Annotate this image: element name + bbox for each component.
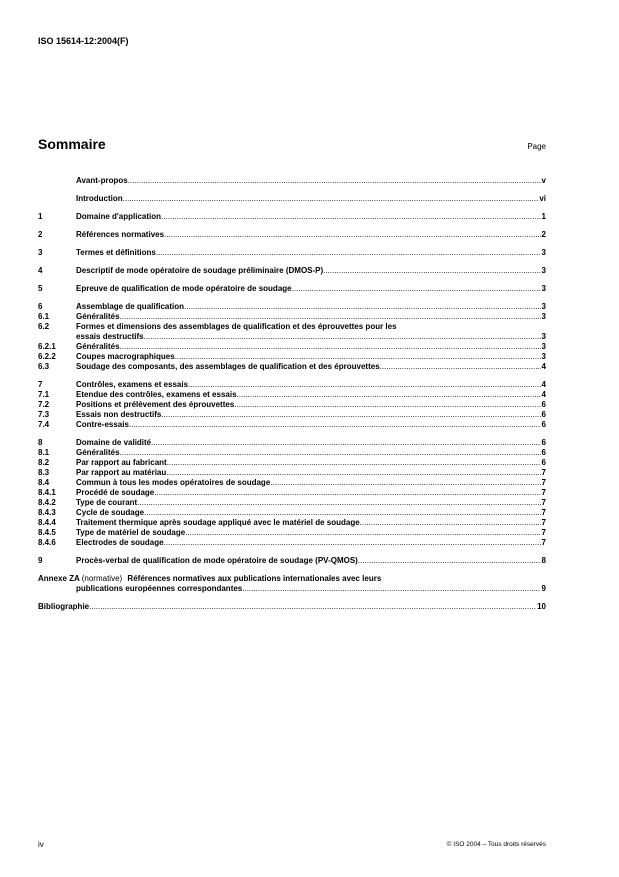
toc-entry[interactable] bbox=[38, 248, 546, 258]
toc-leader-dots bbox=[120, 312, 541, 322]
toc-entry-annex[interactable] bbox=[38, 574, 546, 594]
toc-entry-page: 3 bbox=[541, 332, 546, 341]
toc-entry-number: 8.4 bbox=[38, 478, 50, 487]
toc-entry[interactable] bbox=[38, 312, 546, 322]
toc-entry-page: 3 bbox=[541, 342, 546, 351]
toc-entry[interactable] bbox=[38, 468, 546, 478]
toc-entry-page: 8 bbox=[541, 556, 546, 565]
toc-entry-page: 7 bbox=[541, 488, 546, 497]
toc-entry-text[interactable]: Par rapport au fabricant bbox=[76, 458, 167, 467]
toc-leader-dots bbox=[120, 448, 541, 458]
toc-entry-page: 6 bbox=[541, 400, 546, 409]
toc-leader-dots bbox=[129, 420, 541, 430]
toc-entry-page: 3 bbox=[541, 248, 546, 257]
toc-entry[interactable] bbox=[38, 322, 546, 342]
toc-entry-text[interactable]: Avant-propos bbox=[76, 176, 128, 185]
toc-entry-number: 5 bbox=[38, 284, 43, 293]
toc-entry-number: 7.2 bbox=[38, 400, 50, 409]
bibliography-text[interactable]: Bibliographie bbox=[38, 602, 90, 611]
toc-entry-number: 8.4.4 bbox=[38, 518, 56, 527]
toc-leader-dots bbox=[188, 380, 540, 390]
toc-entry-body bbox=[76, 248, 546, 258]
toc-entry-body bbox=[76, 498, 546, 508]
toc-entry-text[interactable]: Généralités bbox=[76, 312, 120, 321]
toc-entry[interactable] bbox=[38, 518, 546, 528]
toc-entry-number: 8.2 bbox=[38, 458, 50, 467]
toc-entry-number: 7.4 bbox=[38, 420, 50, 429]
toc-entry-body bbox=[76, 230, 546, 240]
toc-entry-number: 7.1 bbox=[38, 390, 50, 399]
toc-entry-text[interactable]: Généralités bbox=[76, 342, 120, 351]
annex-title-line1: Références normatives aux publications internationales avec leurs bbox=[127, 574, 382, 583]
toc-entry-text-line1: Formes et dimensions des assemblages de qualification et des éprouvettes pour les bbox=[76, 322, 397, 331]
toc-entry-body bbox=[76, 448, 546, 458]
toc-entry[interactable] bbox=[38, 266, 546, 276]
toc-entry-text[interactable]: Commun à tous les modes opératoires de soudage bbox=[76, 478, 271, 487]
toc-entry-page: 3 bbox=[541, 312, 546, 321]
toc-entry-number: 6.2 bbox=[38, 322, 50, 331]
toc-entry[interactable] bbox=[38, 410, 546, 420]
toc-leader-dots bbox=[164, 230, 541, 240]
toc-entry-text[interactable]: Contrôles, examens et essais bbox=[76, 380, 189, 389]
toc-entry[interactable] bbox=[38, 176, 546, 186]
toc-entry-body bbox=[76, 352, 546, 362]
toc-leader-dots bbox=[144, 508, 541, 518]
toc-leader-dots bbox=[167, 458, 541, 468]
toc-entry-body bbox=[76, 342, 546, 352]
toc-leader-dots bbox=[128, 176, 541, 186]
toc-leader-dots bbox=[242, 584, 540, 594]
toc-entry[interactable] bbox=[38, 230, 546, 240]
toc-entry-page: 1 bbox=[541, 212, 546, 221]
toc-entry[interactable] bbox=[38, 342, 546, 352]
toc-entry-page: 3 bbox=[541, 284, 546, 293]
toc-entry[interactable] bbox=[38, 284, 546, 294]
toc-leader-dots bbox=[151, 438, 540, 448]
toc-entry-text[interactable]: Positions et prélèvement des éprouvettes bbox=[76, 400, 235, 409]
toc-entry-page: 6 bbox=[541, 438, 546, 447]
toc-entry[interactable] bbox=[38, 508, 546, 518]
toc-entry-text[interactable]: Descriptif de mode opératoire de soudage préliminaire (DMOS-P) bbox=[76, 266, 324, 275]
toc-entry-line2 bbox=[76, 332, 546, 342]
toc-leader-dots bbox=[237, 390, 541, 400]
toc-entry-number: 6.1 bbox=[38, 312, 50, 321]
toc-entry-body bbox=[76, 458, 546, 468]
toc-leader-dots bbox=[161, 212, 541, 222]
toc-leader-dots bbox=[292, 284, 541, 294]
toc-entry-number: 8 bbox=[38, 438, 43, 447]
toc-entry[interactable] bbox=[38, 458, 546, 468]
toc-entry-number: 6.2.1 bbox=[38, 342, 56, 351]
toc-entry-number: 8.1 bbox=[38, 448, 50, 457]
toc-entry-text[interactable]: Cycle de soudage bbox=[76, 508, 145, 517]
toc-leader-dots bbox=[144, 332, 541, 342]
page-title: Sommaire bbox=[38, 136, 106, 152]
toc-entry-page: 2 bbox=[541, 230, 546, 239]
toc-leader-dots bbox=[175, 352, 541, 362]
toc-entry-number: 3 bbox=[38, 248, 43, 257]
toc-entry-body bbox=[76, 312, 546, 322]
toc-leader-dots bbox=[89, 602, 536, 612]
toc-entry[interactable] bbox=[38, 212, 546, 222]
title-row bbox=[38, 136, 546, 152]
toc-entry[interactable] bbox=[38, 194, 546, 204]
toc-entry-page: 3 bbox=[541, 266, 546, 275]
toc-entry-number: 4 bbox=[38, 266, 43, 275]
toc-leader-dots bbox=[123, 194, 539, 204]
toc-leader-dots bbox=[184, 302, 541, 312]
toc-entry[interactable] bbox=[38, 498, 546, 508]
toc-entry-body bbox=[38, 574, 546, 594]
toc-entry-bibliography[interactable] bbox=[38, 602, 546, 612]
toc-entry-body bbox=[76, 410, 546, 420]
toc-entry[interactable] bbox=[38, 352, 546, 362]
toc-entry-text[interactable]: Epreuve de qualification de mode opératoire de soudage bbox=[76, 284, 292, 293]
toc-entry-body bbox=[38, 602, 546, 612]
toc-entry-body bbox=[76, 468, 546, 478]
toc-entry-text[interactable]: Références normatives bbox=[76, 230, 165, 239]
toc-entry-page: 3 bbox=[541, 302, 546, 311]
toc-entry-page: 7 bbox=[541, 468, 546, 477]
toc-entry-body bbox=[76, 390, 546, 400]
toc-entry-body bbox=[76, 194, 546, 204]
toc-entry-body bbox=[76, 420, 546, 430]
toc-entry-body bbox=[76, 488, 546, 498]
toc-entry-page: v bbox=[541, 176, 546, 185]
toc-entry[interactable] bbox=[38, 556, 546, 566]
toc-entry-body bbox=[76, 518, 546, 528]
toc-leader-dots bbox=[120, 342, 541, 352]
toc-entry-body bbox=[76, 322, 546, 342]
toc-entry-body bbox=[76, 400, 546, 410]
toc-entry-body bbox=[76, 284, 546, 294]
toc-entry-text[interactable]: Procès-verbal de qualification de mode opératoire de soudage (PV-QMOS) bbox=[76, 556, 358, 565]
toc-entry-page: 4 bbox=[541, 380, 546, 389]
toc-entry-body bbox=[76, 302, 546, 312]
toc-entry-number: 6.3 bbox=[38, 362, 50, 371]
toc-entry-page: 6 bbox=[541, 410, 546, 419]
toc-entry-number: 8.4.2 bbox=[38, 498, 56, 507]
toc-entry-body bbox=[76, 438, 546, 448]
toc-entry-page: 3 bbox=[541, 352, 546, 361]
toc-annex-line2 bbox=[38, 584, 546, 594]
toc-entry-page: 6 bbox=[541, 448, 546, 457]
toc-entry-page: 4 bbox=[541, 362, 546, 371]
toc-entry-text[interactable]: Etendue des contrôles, examens et essais bbox=[76, 390, 237, 399]
toc-entry-number: 6.2.2 bbox=[38, 352, 56, 361]
toc-entry-page: 4 bbox=[541, 390, 546, 399]
toc-entry[interactable] bbox=[38, 478, 546, 488]
toc-entry-number: 8.4.5 bbox=[38, 528, 56, 537]
toc-entry-text[interactable]: Introduction bbox=[76, 194, 123, 203]
toc-entry[interactable] bbox=[38, 420, 546, 430]
copyright-notice: © ISO 2004 – Tous droits réservés bbox=[446, 841, 546, 848]
toc-entry-text[interactable]: Assemblage de qualification bbox=[76, 302, 185, 311]
toc-entry-text[interactable]: Termes et définitions bbox=[76, 248, 156, 257]
toc-entry-body bbox=[76, 176, 546, 186]
toc-leader-dots bbox=[185, 528, 540, 538]
toc-entry-number: 2 bbox=[38, 230, 43, 239]
toc-entry-body bbox=[76, 478, 546, 488]
page-column-label: Page bbox=[527, 142, 546, 151]
toc-entry-page: 7 bbox=[541, 508, 546, 517]
toc-leader-dots bbox=[154, 488, 540, 498]
toc-leader-dots bbox=[358, 556, 541, 566]
toc-entry-number: 8.4.6 bbox=[38, 538, 56, 547]
toc-entry-text[interactable]: Type de matériel de soudage bbox=[76, 528, 186, 537]
toc-entry-body bbox=[76, 266, 546, 276]
toc-entry-text[interactable]: Traitement thermique après soudage appliqué avec le matériel de soudage bbox=[76, 518, 360, 527]
document-id: ISO 15614-12:2004(F) bbox=[38, 36, 129, 46]
toc-entry-text[interactable]: Soudage des composants, des assemblages de qualification et des éprouvettes bbox=[76, 362, 380, 371]
toc-entry-number: 7 bbox=[38, 380, 43, 389]
toc-entry[interactable] bbox=[38, 438, 546, 448]
table-of-contents bbox=[38, 176, 546, 612]
toc-entry[interactable] bbox=[38, 538, 546, 548]
toc-entry-body bbox=[76, 212, 546, 222]
toc-leader-dots bbox=[323, 266, 540, 276]
toc-leader-dots bbox=[166, 468, 540, 478]
toc-entry-text[interactable]: Domaine de validité bbox=[76, 438, 152, 447]
toc-entry-text[interactable]: Contre-essais bbox=[76, 420, 129, 429]
toc-entry-number: 8.4.3 bbox=[38, 508, 56, 517]
toc-entry[interactable] bbox=[38, 362, 546, 372]
toc-leader-dots bbox=[360, 518, 541, 528]
toc-entry[interactable] bbox=[38, 380, 546, 390]
toc-entry-text[interactable]: Electrodes de soudage bbox=[76, 538, 164, 547]
toc-entry[interactable] bbox=[38, 302, 546, 312]
toc-entry-body bbox=[76, 538, 546, 548]
toc-entry-body bbox=[76, 528, 546, 538]
toc-entry-page: 7 bbox=[541, 538, 546, 547]
toc-entry[interactable] bbox=[38, 528, 546, 538]
toc-entry-text[interactable]: Par rapport au matériau bbox=[76, 468, 167, 477]
toc-entry-number: 7.3 bbox=[38, 410, 50, 419]
toc-entry[interactable] bbox=[38, 448, 546, 458]
toc-entry-text[interactable]: Essais non destructifs bbox=[76, 410, 162, 419]
toc-entry-page: vi bbox=[539, 194, 546, 203]
toc-entry-page: 7 bbox=[541, 518, 546, 527]
toc-annex-line1 bbox=[38, 574, 546, 584]
annex-label: Annexe ZA bbox=[38, 574, 80, 583]
toc-entry-page: 7 bbox=[541, 478, 546, 487]
toc-entry-number: 9 bbox=[38, 556, 43, 565]
toc-entry-text[interactable]: Procédé de soudage bbox=[76, 488, 155, 497]
toc-entry-number: 1 bbox=[38, 212, 43, 221]
bibliography-page: 10 bbox=[537, 602, 546, 611]
toc-entry-page: 7 bbox=[541, 498, 546, 507]
toc-leader-dots bbox=[380, 362, 541, 372]
toc-entry[interactable] bbox=[38, 488, 546, 498]
toc-entry-page: 7 bbox=[541, 528, 546, 537]
toc-leader-dots bbox=[137, 498, 540, 508]
toc-entry-body bbox=[76, 380, 546, 390]
toc-entry-body bbox=[76, 508, 546, 518]
toc-entry[interactable] bbox=[38, 390, 546, 400]
toc-entry-page: 6 bbox=[541, 458, 546, 467]
toc-leader-dots bbox=[156, 248, 541, 258]
toc-entry-text[interactable]: Généralités bbox=[76, 448, 120, 457]
toc-entry-number: 8.3 bbox=[38, 468, 50, 477]
toc-entry-text[interactable]: Type de courant bbox=[76, 498, 138, 507]
toc-entry-number: 8.4.1 bbox=[38, 488, 56, 497]
toc-leader-dots bbox=[164, 538, 541, 548]
toc-leader-dots bbox=[270, 478, 540, 488]
annex-qualifier: (normative) bbox=[81, 574, 123, 583]
toc-entry-body bbox=[76, 556, 546, 566]
toc-entry-body bbox=[76, 362, 546, 372]
annex-page: 9 bbox=[541, 584, 546, 593]
annex-title-line2[interactable]: publications européennes correspondantes bbox=[76, 584, 243, 593]
toc-entry-text[interactable]: Domaine d'application bbox=[76, 212, 162, 221]
toc-entry[interactable] bbox=[38, 400, 546, 410]
toc-leader-dots bbox=[161, 410, 540, 420]
toc-entry-text[interactable]: Coupes macrographiques bbox=[76, 352, 175, 361]
toc-entry-page: 6 bbox=[541, 420, 546, 429]
toc-leader-dots bbox=[234, 400, 540, 410]
page-number: iv bbox=[38, 840, 44, 849]
toc-entry-number: 6 bbox=[38, 302, 43, 311]
toc-entry-text[interactable]: essais destructifs bbox=[76, 332, 144, 341]
